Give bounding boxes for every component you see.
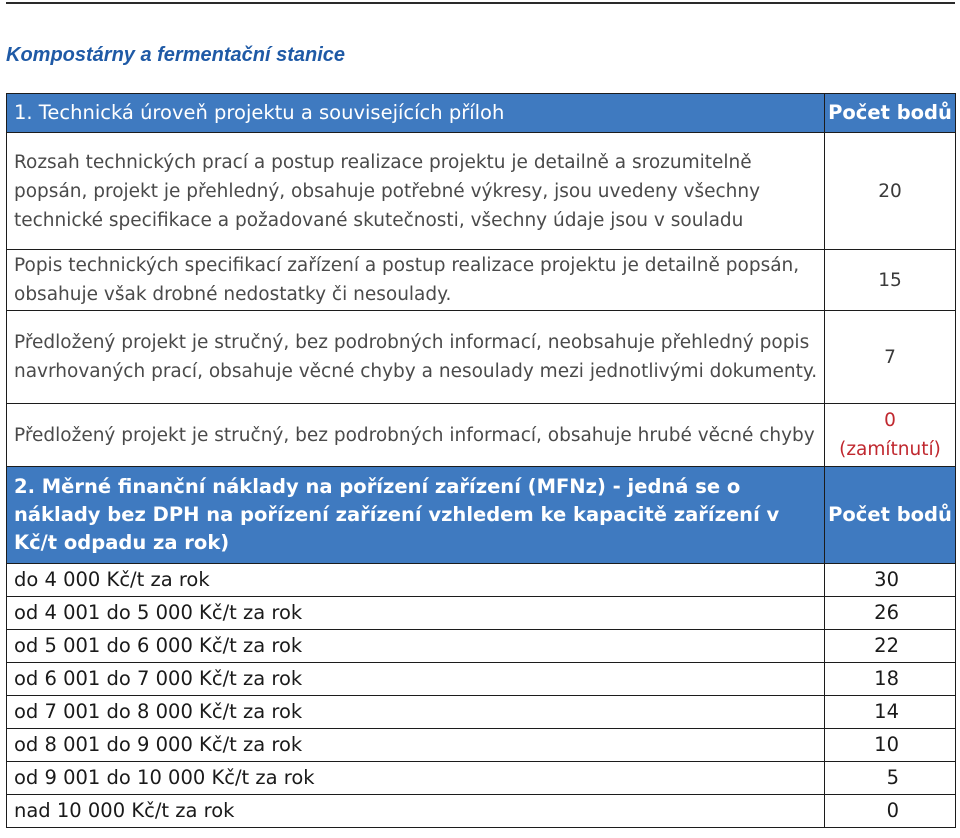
table2-row	[7, 696, 956, 729]
range-points: 18	[825, 663, 956, 696]
criterion-text: Popis technických specifikací zařízení a postup realizace projektu je detailně popsán, obsahuje však drobné nedostatky či nesoulady.	[7, 250, 825, 311]
range-label: od 9 001 do 10 000 Kč/t za rok	[7, 762, 825, 795]
table2-row	[7, 630, 956, 663]
criterion-points: 20	[825, 133, 956, 250]
section-title: Kompostárny a fermentační stanice	[6, 44, 345, 66]
range-points: 22	[825, 630, 956, 663]
table1-row	[7, 250, 956, 311]
table2-header-points: Počet bodů	[825, 467, 956, 564]
table2-row	[7, 762, 956, 795]
table1-header-row	[7, 94, 956, 133]
table1-header-points: Počet bodů	[825, 94, 956, 133]
table2-row	[7, 564, 956, 597]
criterion-text: Předložený projekt je stručný, bez podrobných informací, neobsahuje přehledný popis navrhovaných prací, obsahuje věcné chyby a nesoulady mezi jednotlivými dokumenty.	[7, 311, 825, 404]
criterion-text: Předložený projekt je stručný, bez podrobných informací, obsahuje hrubé věcné chyby	[7, 404, 825, 467]
range-label: od 5 001 do 6 000 Kč/t za rok	[7, 630, 825, 663]
scoring-table	[6, 93, 956, 828]
criterion-points: 15	[825, 250, 956, 311]
table2-row	[7, 729, 956, 762]
table1-row	[7, 404, 956, 467]
criterion-text: Rozsah technických prací a postup realizace projektu je detailně a srozumitelně popsán, projekt je přehledný, obsahuje potřebné výkresy, jsou uvedeny všechny technické specifikace a požadované skutečnosti, všechny údaje jsou v souladu	[7, 133, 825, 250]
table2-header-title: 2. Měrné finanční náklady na pořízení zařízení (MFNz) - jedná se o náklady bez DPH na pořízení zařízení vzhledem ke kapacitě zařízení v Kč/t odpadu za rok)	[7, 467, 825, 564]
range-points: 30	[825, 564, 956, 597]
range-label: od 8 001 do 9 000 Kč/t za rok	[7, 729, 825, 762]
table2-header-row	[7, 467, 956, 564]
criterion-points	[825, 404, 956, 467]
range-points: 14	[825, 696, 956, 729]
table2-row	[7, 795, 956, 828]
range-label: nad 10 000 Kč/t za rok	[7, 795, 825, 828]
table2-row	[7, 597, 956, 630]
points-note: (zamítnutí)	[839, 439, 941, 460]
range-label: od 7 001 do 8 000 Kč/t za rok	[7, 696, 825, 729]
criterion-points: 7	[825, 311, 956, 404]
range-points: 0	[825, 795, 956, 828]
table2-row	[7, 663, 956, 696]
table1-row	[7, 133, 956, 250]
range-label: od 4 001 do 5 000 Kč/t za rok	[7, 597, 825, 630]
table1-row	[7, 311, 956, 404]
table1-header-title: 1. Technická úroveň projektu a souvisejících příloh	[7, 94, 825, 133]
range-points: 5	[825, 762, 956, 795]
range-points: 26	[825, 597, 956, 630]
range-label: do 4 000 Kč/t za rok	[7, 564, 825, 597]
range-points: 10	[825, 729, 956, 762]
points-value: 0	[884, 410, 896, 431]
range-label: od 6 001 do 7 000 Kč/t za rok	[7, 663, 825, 696]
top-rule	[6, 2, 955, 4]
